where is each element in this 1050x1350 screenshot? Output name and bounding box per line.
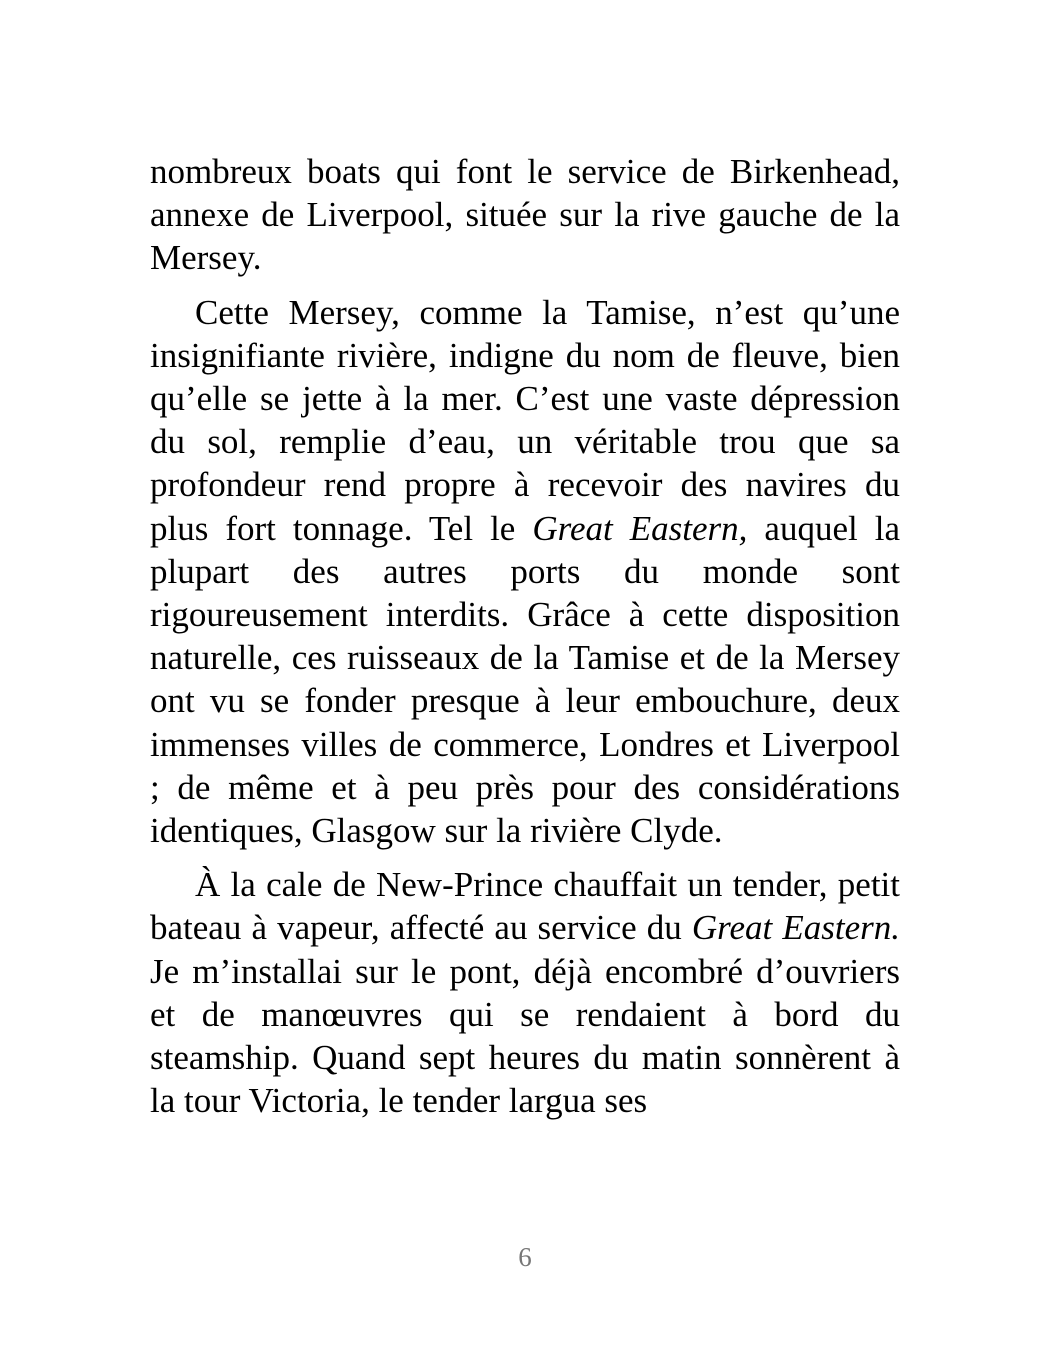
text-segment: Je m’installai sur le pont, déjà encombré d’ouvriers et de manœuvres qui se rendaient à bord du steamship. Quand sept heures du matin sonnèrent à la tour Victoria, le tender largua ses [150, 951, 900, 1121]
ship-name-italic: Great Eastern, [532, 508, 748, 548]
text-segment: auquel la plupart des autres ports du monde sont rigoureusement interdits. Grâce à cette disposition naturelle, ces ruisseaux de la Tamise et de la Mersey ont vu se fonder presque à leur embouchure, deux immenses villes de commerce, Londres et Liverpool ; de même et à peu près pour des considérations identiques, Glasgow sur la rivière Clyde. [150, 508, 900, 851]
ship-name-italic: Great Eastern. [691, 908, 900, 948]
page-body [150, 150, 900, 1133]
paragraph-mersey [150, 291, 900, 853]
paragraph-continuation [150, 150, 900, 280]
page-number: 6 [518, 1242, 532, 1272]
text-segment: À la cale de New-Prince chauffait un tender, petit bateau à vapeur, affecté au service du [150, 865, 900, 948]
paragraph-tender [150, 863, 900, 1122]
text-segment: nombreux boats qui font le service de Birkenhead, annexe de Liverpool, située sur la rive gauche de la Mersey. [150, 152, 900, 278]
text-segment: Cette Mersey, comme la Tamise, n’est qu’une insignifiante rivière, indigne du nom de fleuve, bien qu’elle se jette à la mer. C’est une vaste dépression du sol, remplie d’eau, un véritable trou que sa profondeur rend propre à recevoir des navires du plus fort tonnage. Tel le [150, 292, 900, 548]
